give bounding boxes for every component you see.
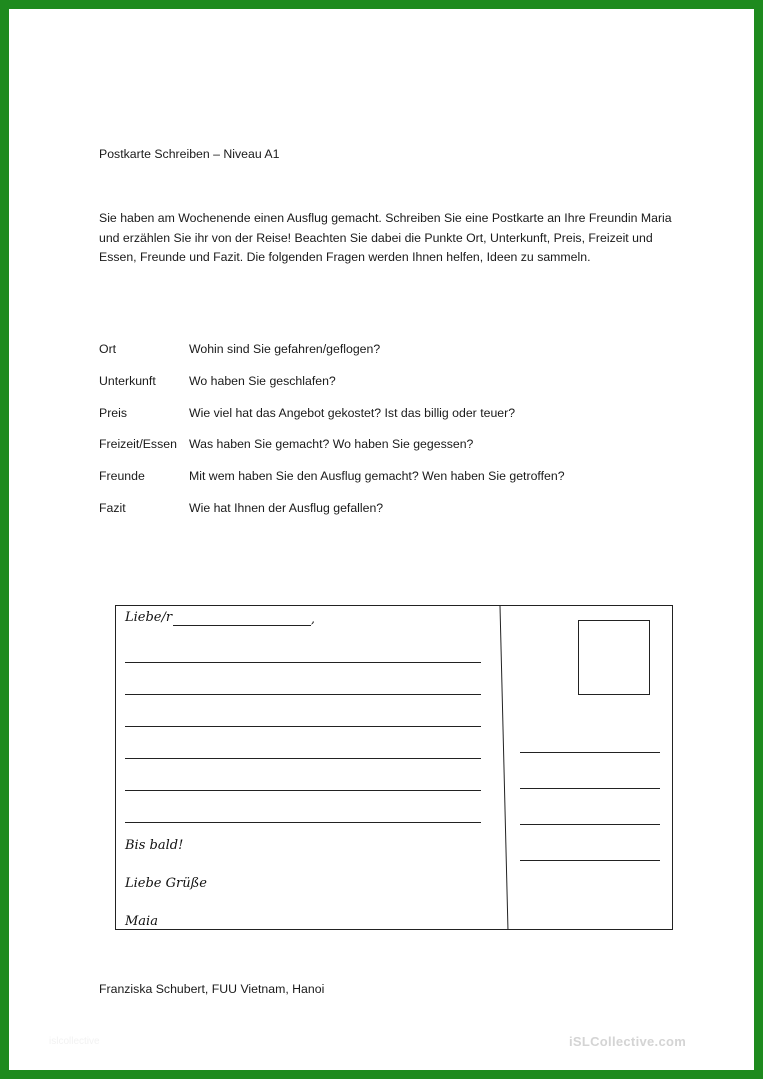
topic-label: Unterkunft (99, 373, 156, 388)
faint-watermark: islcollective (49, 1036, 100, 1047)
address-line-3[interactable] (520, 824, 660, 825)
topic-label: Freunde (99, 469, 145, 484)
postcard-signature: Maia (125, 914, 158, 929)
postcard-closing-1: Bis bald! (125, 838, 184, 853)
topic-question: Wo haben Sie geschlafen? (189, 373, 336, 388)
instructions-line-3: Essen, Freunde und Fazit. Die folgenden Fragen werden Ihnen helfen, Ideen zu sammeln. (99, 250, 591, 264)
postcard-salutation: Liebe/r (125, 610, 173, 625)
topic-question: Was haben Sie gemacht? Wo haben Sie gegessen? (189, 437, 474, 452)
instructions-paragraph (99, 209, 699, 268)
address-line-1[interactable] (520, 752, 660, 753)
author-credit: Franziska Schubert, FUU Vietnam, Hanoi (99, 982, 325, 996)
topic-question: Mit wem haben Sie den Ausflug gemacht? Wen haben Sie getroffen? (189, 469, 565, 484)
topic-question: Wie hat Ihnen der Ausflug gefallen? (189, 500, 384, 515)
topic-label: Ort (99, 342, 117, 356)
instructions-line-2: und erzählen Sie ihr von der Reise! Beachten Sie dabei die Punkte Ort, Unterkunft, Preis, Freizeit und (99, 230, 653, 245)
topic-question: Wie viel hat das Angebot gekostet? Ist das billig oder teuer? (189, 405, 516, 420)
postcard-closing-2: Liebe Grüße (125, 876, 207, 891)
address-line-2[interactable] (520, 788, 660, 789)
topic-label: Fazit (99, 500, 126, 515)
topic-question: Wohin sind Sie gefahren/geflogen? (189, 342, 381, 356)
site-watermark: iSLCollective.com (569, 1034, 687, 1049)
salutation-comma: , (311, 612, 315, 626)
topic-label: Preis (99, 405, 128, 420)
stamp-box (578, 620, 650, 695)
topic-label: Freizeit/Essen (99, 437, 177, 452)
worksheet-title: Postkarte Schreiben – Niveau A1 (99, 147, 280, 161)
instructions-line-1: Sie haben am Wochenende einen Ausflug gemacht. Schreiben Sie eine Postkarte an Ihre Freundin Maria (99, 211, 672, 225)
address-line-4[interactable] (520, 860, 660, 861)
postcard-template (115, 605, 673, 930)
